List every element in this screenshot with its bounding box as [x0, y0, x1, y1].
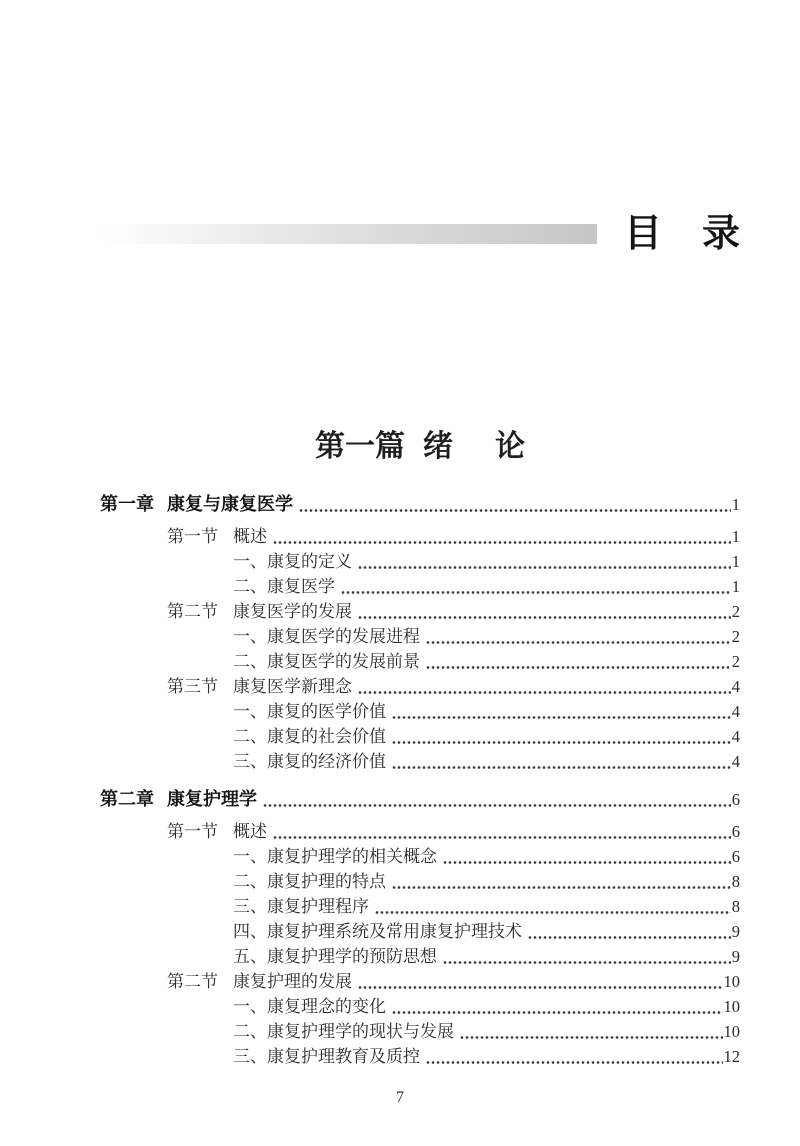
- dot-leader: [273, 819, 731, 844]
- toc-row-item: [100, 624, 740, 649]
- part-label: 第一篇: [315, 430, 405, 463]
- toc-entry-page: 2: [731, 602, 740, 621]
- toc-row-item: [100, 844, 740, 869]
- toc-row-item: [100, 574, 740, 599]
- toc-entry-page: 8: [731, 872, 740, 891]
- toc-row-item: [100, 869, 740, 894]
- page-title-word: 目: [623, 213, 662, 255]
- toc-entry-page: 1: [731, 577, 740, 596]
- toc-entry-page: 2: [731, 627, 740, 646]
- dot-leader: [426, 624, 731, 649]
- dot-leader: [426, 649, 731, 674]
- toc-entry-label: 第二章: [100, 789, 154, 809]
- toc-entry-title: 四、康复护理系统及常用康复护理技术: [233, 922, 522, 941]
- toc-entry-title: 二、康复医学: [233, 577, 335, 596]
- toc-entry-title: 二、康复的社会价值: [233, 727, 386, 746]
- gradient-bar: [100, 224, 597, 244]
- part-title-word: 绪: [423, 430, 453, 463]
- dot-leader: [375, 894, 731, 919]
- toc-entry-title: 一、康复的定义: [233, 552, 352, 571]
- toc-entry-title: 概述: [233, 822, 267, 841]
- toc-entry-label: 第一节: [167, 822, 218, 841]
- dot-leader: [443, 944, 731, 969]
- toc-row-section: [100, 524, 740, 549]
- toc-entry-title: 三、康复的经济价值: [233, 752, 386, 771]
- toc-entry-page: 10: [723, 997, 740, 1016]
- toc-entry-title: 概述: [233, 527, 267, 546]
- toc-row-item: [100, 699, 740, 724]
- toc-entry-title: 康复医学的发展: [233, 602, 352, 621]
- toc-entry-title: 二、康复医学的发展前景: [233, 652, 420, 671]
- toc-row-item: [100, 944, 740, 969]
- toc-entry-title: 三、康复护理程序: [233, 897, 369, 916]
- toc-entry-label: 第三节: [167, 677, 218, 696]
- page-title-word: 录: [701, 213, 740, 255]
- dot-leader: [358, 969, 723, 994]
- dot-leader: [528, 919, 731, 944]
- toc-entry-page: 1: [731, 552, 740, 571]
- toc-entry-page: 6: [731, 822, 740, 841]
- toc-entry-title: 三、康复护理教育及质控: [233, 1047, 420, 1066]
- toc-entry-page: 10: [723, 972, 740, 991]
- dot-leader: [392, 994, 723, 1019]
- toc-row-section: [100, 674, 740, 699]
- page-footer: [0, 1089, 800, 1107]
- dot-leader: [358, 599, 731, 624]
- toc-entry-page: 9: [731, 922, 740, 941]
- toc-entry-title: 康复医学新理念: [233, 677, 352, 696]
- dot-leader: [392, 699, 731, 724]
- page-title: [624, 214, 740, 254]
- toc-entry-page: 12: [723, 1047, 740, 1066]
- dot-leader: [443, 844, 731, 869]
- dot-leader: [460, 1019, 723, 1044]
- toc-entry-title: 一、康复理念的变化: [233, 997, 386, 1016]
- toc-list: [100, 479, 740, 1069]
- toc-entry-page: 2: [731, 652, 740, 671]
- toc-entry-title: 二、康复护理学的现状与发展: [233, 1022, 454, 1041]
- toc-row-item: [100, 1019, 740, 1044]
- toc-entry-title: 二、康复护理的特点: [233, 872, 386, 891]
- toc-header: [100, 214, 740, 254]
- toc-entry-page: 8: [731, 897, 740, 916]
- dot-leader: [263, 787, 731, 812]
- toc-row-section: [100, 819, 740, 844]
- toc-row-chapter: [100, 492, 740, 517]
- dot-leader: [341, 574, 731, 599]
- dot-leader: [299, 492, 731, 517]
- dot-leader: [358, 549, 731, 574]
- toc-entry-page: 9: [731, 947, 740, 966]
- toc-entry-page: 4: [731, 677, 740, 696]
- toc-row-item: [100, 919, 740, 944]
- part-title-word: 论: [495, 430, 525, 463]
- toc-entry-page: 10: [723, 1022, 740, 1041]
- dot-leader: [392, 869, 731, 894]
- toc-entry-title: 一、康复护理学的相关概念: [233, 847, 437, 866]
- toc-entry-title: 康复与康复医学: [167, 494, 293, 514]
- toc-entry-page: 4: [731, 752, 740, 771]
- toc-entry-page: 6: [731, 790, 740, 809]
- toc-row-item: [100, 649, 740, 674]
- dot-leader: [358, 674, 731, 699]
- part-title: [100, 421, 740, 465]
- toc-entry-title: 一、康复的医学价值: [233, 702, 386, 721]
- toc-row-section: [100, 599, 740, 624]
- toc-row-chapter: [100, 787, 740, 812]
- toc-entry-label: 第二节: [167, 972, 218, 991]
- toc-entry-label: 第一章: [100, 494, 154, 514]
- toc-row-item: [100, 549, 740, 574]
- toc-row-item: [100, 994, 740, 1019]
- dot-leader: [426, 1044, 723, 1069]
- toc-entry-label: 第一节: [167, 527, 218, 546]
- toc-entry-title: 康复护理学: [167, 789, 257, 809]
- toc-entry-page: 1: [731, 527, 740, 546]
- toc-entry-label: 第二节: [167, 602, 218, 621]
- toc-entry-title: 一、康复医学的发展进程: [233, 627, 420, 646]
- dot-leader: [392, 749, 731, 774]
- toc-row-item: [100, 894, 740, 919]
- dot-leader: [273, 524, 731, 549]
- footer-page-number: 7: [396, 1089, 404, 1106]
- toc-row-item: [100, 749, 740, 774]
- toc-row-item: [100, 1044, 740, 1069]
- toc-row-section: [100, 969, 740, 994]
- toc-entry-page: 6: [731, 847, 740, 866]
- toc-entry-page: 4: [731, 727, 740, 746]
- toc-entry-page: 4: [731, 702, 740, 721]
- toc-entry-title: 五、康复护理学的预防思想: [233, 947, 437, 966]
- dot-leader: [392, 724, 731, 749]
- toc-entry-page: 1: [731, 495, 740, 514]
- toc-entry-title: 康复护理的发展: [233, 972, 352, 991]
- toc-row-item: [100, 724, 740, 749]
